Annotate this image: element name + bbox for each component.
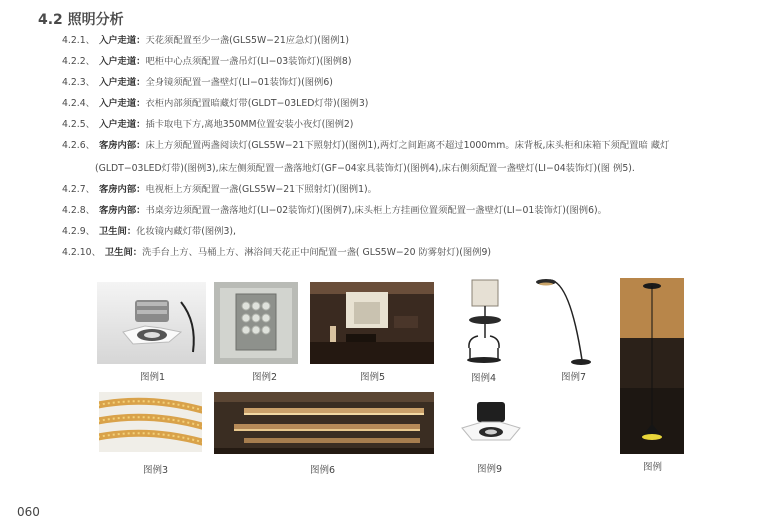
item-heading: 入户走道： — [98, 56, 146, 67]
figure-caption: 图例1 — [140, 372, 166, 383]
night-light-photo — [214, 282, 298, 364]
spec-item-4-2-3 — [62, 76, 752, 97]
figure-caption: 图例4 — [471, 373, 497, 384]
item-text: 插卡取电下方,离地350MM位置安装小夜灯(图例2) — [145, 119, 354, 130]
downlight-photo — [97, 282, 206, 364]
item-number: 4.2.5、 — [62, 119, 95, 130]
item-text: 衣柜内部须配置暗藏灯带(GLDT−03LED灯带)(图例3) — [145, 98, 369, 109]
item-text: 书桌旁边须配置一盏落地灯(LI−02装饰灯)(图例7),床头柜上方挂画位置须配置一盏壁灯(LI−01装饰灯)(图例6)。 — [145, 205, 607, 216]
floor-lamp-table-photo — [462, 276, 506, 368]
spec-item-4-2-6 — [62, 139, 752, 183]
spec-item-4-2-10 — [62, 246, 752, 267]
pendant-lamp-photo — [620, 278, 684, 454]
item-number: 4.2.4、 — [62, 98, 95, 109]
spec-item-4-2-5 — [62, 118, 752, 139]
linear-wall-light-photo — [214, 392, 434, 454]
lighting-spec-list — [62, 34, 752, 267]
spec-item-4-2-9 — [62, 225, 752, 246]
item-text: 吧柜中心点须配置一盏吊灯(LI−03装饰灯)(图例8) — [145, 56, 352, 67]
item-heading: 卫生间： — [98, 226, 137, 237]
item-text: 化妆镜内藏灯带(图例3), — [136, 226, 236, 237]
spec-item-4-2-2 — [62, 55, 752, 76]
item-heading: 卫生间： — [104, 247, 143, 258]
led-strip-photo — [99, 392, 202, 452]
item-text: 洗手台上方、马桶上方、淋浴间天花正中间配置一盏( GLS5W−20 防雾射灯)(图例9) — [142, 247, 492, 258]
item-heading: 入户走道： — [98, 77, 146, 88]
item-heading: 客房内部： — [98, 205, 146, 216]
item-heading: 入户走道： — [98, 119, 146, 130]
item-number: 4.2.6、 — [62, 140, 95, 151]
spec-item-4-2-7 — [62, 183, 752, 204]
item-heading: 客房内部： — [98, 184, 146, 195]
figure-caption: 图例6 — [310, 465, 336, 476]
item-number: 4.2.10、 — [62, 247, 101, 258]
figure-caption: 图例 — [643, 462, 663, 473]
item-heading: 入户走道： — [98, 98, 146, 109]
item-text: 天花须配置至少一盏(GLS5W−21应急灯)(图例1) — [145, 35, 350, 46]
item-number: 4.2.9、 — [62, 226, 95, 237]
item-text: 电视柜上方须配置一盏(GLS5W−21下照射灯)(图例1)。 — [145, 184, 377, 195]
spec-item-4-2-1 — [62, 34, 752, 55]
arc-floor-lamp-photo — [534, 272, 594, 368]
wall-lamp-room-photo — [310, 282, 434, 364]
item-heading: 客房内部： — [98, 140, 146, 151]
item-number: 4.2.3、 — [62, 77, 95, 88]
figure-caption: 图例3 — [143, 465, 169, 476]
figure-caption: 图例9 — [477, 464, 503, 475]
item-number: 4.2.2、 — [62, 56, 95, 67]
figure-caption: 图例5 — [360, 372, 386, 383]
spec-item-4-2-4 — [62, 97, 752, 118]
anti-fog-spotlight-photo — [452, 398, 530, 452]
item-text: 床上方须配置两盏阅读灯(GLS5W−21下照射灯)(图例1),两灯之间距离不超过1000mm。床背板,床头柜和床箱下须配置暗 藏灯 — [145, 140, 670, 151]
section-title: 4.2 照明分析 — [38, 12, 124, 28]
item-number: 4.2.8、 — [62, 205, 95, 216]
figure-caption: 图例7 — [561, 372, 587, 383]
item-number: 4.2.7、 — [62, 184, 95, 195]
item-text: 全身镜须配置一盏壁灯(LI−01装饰灯)(图例6) — [145, 77, 333, 88]
figure-caption: 图例2 — [252, 372, 278, 383]
page-number: 060 — [17, 505, 40, 519]
spec-item-4-2-8 — [62, 204, 752, 225]
item-text-continued: (GLDT−03LED灯带)(图例3),床左侧须配置一盏落地灯(GF−04家具装饰灯)(图例4),床右侧须配置一盏壁灯(LI−04装饰灯)(图 例5). — [95, 163, 635, 174]
item-heading: 入户走道： — [98, 35, 146, 46]
item-number: 4.2.1、 — [62, 35, 95, 46]
